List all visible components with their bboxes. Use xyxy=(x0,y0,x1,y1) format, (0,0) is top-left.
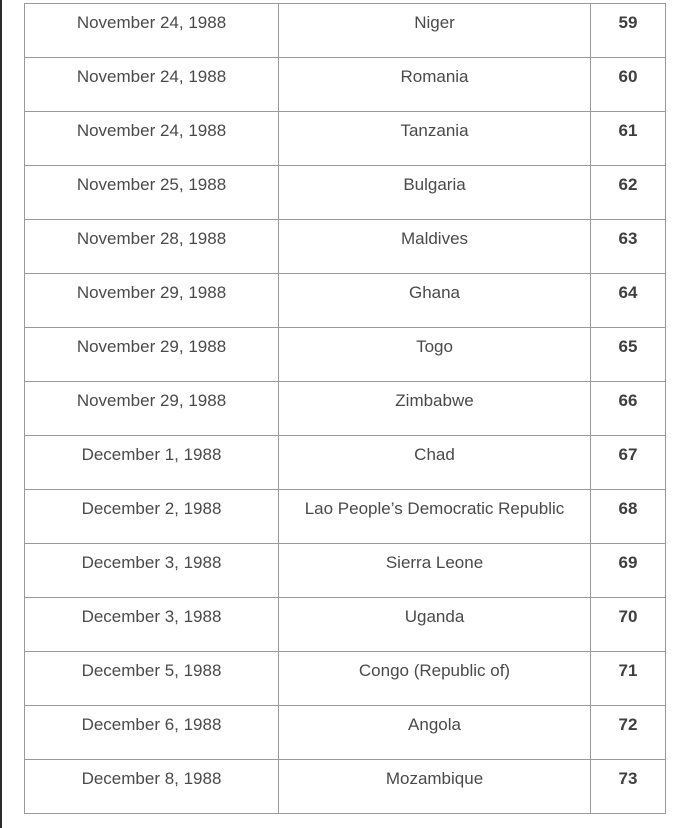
number-text: 64 xyxy=(618,283,638,302)
date-text: November 29, 1988 xyxy=(76,337,227,356)
date-cell xyxy=(25,112,279,166)
number-text: 59 xyxy=(618,13,638,32)
number-cell xyxy=(591,166,666,220)
date-cell xyxy=(25,328,279,382)
table-row xyxy=(25,652,666,706)
table-row xyxy=(25,598,666,652)
date-text: November 29, 1988 xyxy=(76,283,227,302)
country-cell xyxy=(279,220,591,274)
table-row xyxy=(25,382,666,436)
number-text: 67 xyxy=(618,445,638,464)
number-cell xyxy=(591,382,666,436)
number-text: 63 xyxy=(618,229,638,248)
country-cell xyxy=(279,274,591,328)
number-cell xyxy=(591,436,666,490)
date-text: November 24, 1988 xyxy=(76,121,227,140)
date-cell xyxy=(25,436,279,490)
number-cell xyxy=(591,328,666,382)
country-cell xyxy=(279,166,591,220)
date-cell xyxy=(25,706,279,760)
date-text: December 1, 1988 xyxy=(81,445,222,464)
date-text: December 3, 1988 xyxy=(81,607,222,626)
country-cell xyxy=(279,112,591,166)
country-cell xyxy=(279,4,591,58)
table-row xyxy=(25,706,666,760)
country-cell xyxy=(279,328,591,382)
date-cell xyxy=(25,760,279,814)
country-cell xyxy=(279,706,591,760)
date-cell xyxy=(25,4,279,58)
date-cell xyxy=(25,58,279,112)
date-text: November 24, 1988 xyxy=(76,13,227,32)
number-cell xyxy=(591,4,666,58)
date-text: November 29, 1988 xyxy=(76,391,227,410)
number-cell xyxy=(591,598,666,652)
country-text: Angola xyxy=(408,715,461,734)
table-row xyxy=(25,58,666,112)
number-cell xyxy=(591,112,666,166)
table-row xyxy=(25,544,666,598)
table-row xyxy=(25,328,666,382)
table-row xyxy=(25,436,666,490)
date-text: November 28, 1988 xyxy=(76,229,227,248)
country-text: Ghana xyxy=(408,283,461,302)
date-cell xyxy=(25,544,279,598)
number-text: 60 xyxy=(618,67,638,86)
country-cell xyxy=(279,490,591,544)
country-text: Tanzania xyxy=(400,121,469,140)
country-text: Niger xyxy=(414,13,455,32)
table-row xyxy=(25,166,666,220)
country-cell xyxy=(279,760,591,814)
country-cell xyxy=(279,544,591,598)
date-text: December 3, 1988 xyxy=(81,553,222,572)
country-text: Togo xyxy=(416,337,453,356)
country-cell xyxy=(279,58,591,112)
country-cell xyxy=(279,598,591,652)
country-text: Mozambique xyxy=(385,769,484,788)
country-text: Lao People’s Democratic Republic xyxy=(304,499,565,518)
date-text: December 6, 1988 xyxy=(81,715,222,734)
date-cell xyxy=(25,382,279,436)
country-text: Uganda xyxy=(404,607,465,626)
country-text: Romania xyxy=(400,67,469,86)
recognition-table xyxy=(24,3,666,814)
number-text: 72 xyxy=(618,715,638,734)
table-row xyxy=(25,274,666,328)
date-cell xyxy=(25,220,279,274)
number-cell xyxy=(591,706,666,760)
table-row xyxy=(25,760,666,814)
number-text: 66 xyxy=(618,391,638,410)
country-cell xyxy=(279,436,591,490)
date-text: December 5, 1988 xyxy=(81,661,222,680)
country-text: Zimbabwe xyxy=(395,391,474,410)
country-text: Bulgaria xyxy=(403,175,466,194)
date-cell xyxy=(25,598,279,652)
country-text: Maldives xyxy=(400,229,469,248)
country-text: Chad xyxy=(414,445,455,464)
country-text: Sierra Leone xyxy=(385,553,484,572)
country-cell xyxy=(279,652,591,706)
date-cell xyxy=(25,274,279,328)
date-text: November 25, 1988 xyxy=(76,175,227,194)
date-text: December 8, 1988 xyxy=(81,769,222,788)
country-cell xyxy=(279,382,591,436)
number-text: 69 xyxy=(618,553,638,572)
number-text: 73 xyxy=(618,769,638,788)
table-row xyxy=(25,112,666,166)
date-cell xyxy=(25,490,279,544)
number-text: 65 xyxy=(618,337,638,356)
table-row xyxy=(25,490,666,544)
number-text: 61 xyxy=(618,121,638,140)
number-cell xyxy=(591,760,666,814)
number-cell xyxy=(591,274,666,328)
number-cell xyxy=(591,58,666,112)
number-text: 62 xyxy=(618,175,638,194)
date-text: November 24, 1988 xyxy=(76,67,227,86)
number-cell xyxy=(591,652,666,706)
left-divider-line xyxy=(0,0,2,828)
table-row xyxy=(25,4,666,58)
recognition-table-body xyxy=(25,4,666,814)
date-text: December 2, 1988 xyxy=(81,499,222,518)
number-text: 68 xyxy=(618,499,638,518)
number-cell xyxy=(591,490,666,544)
number-cell xyxy=(591,220,666,274)
date-cell xyxy=(25,652,279,706)
date-cell xyxy=(25,166,279,220)
number-text: 71 xyxy=(618,661,638,680)
country-text: Congo (Republic of) xyxy=(358,661,511,680)
number-cell xyxy=(591,544,666,598)
number-text: 70 xyxy=(618,607,638,626)
table-row xyxy=(25,220,666,274)
